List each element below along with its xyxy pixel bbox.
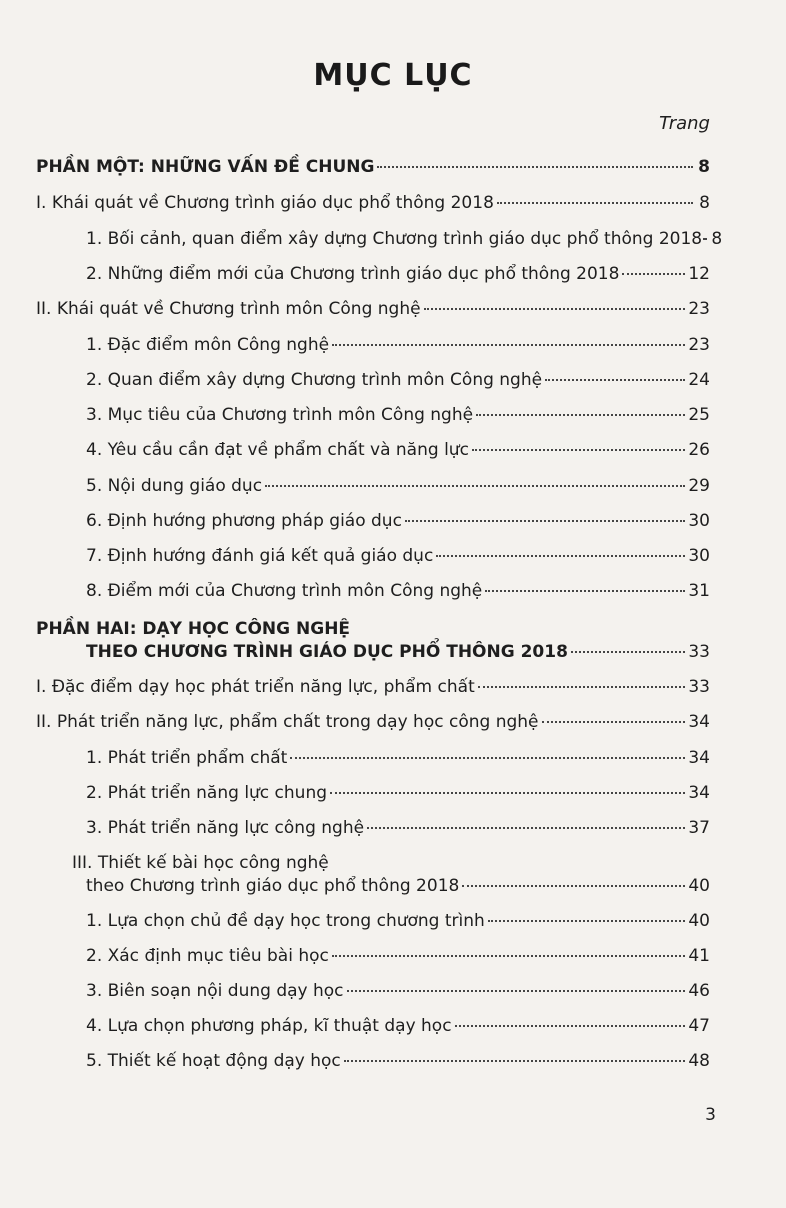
- toc-entry[interactable]: III. Thiết kế bài học công nghệ: [72, 853, 329, 873]
- toc-entry-page: 33: [688, 642, 710, 662]
- toc-entry-part-one[interactable]: [36, 155, 710, 179]
- leader-dots: [542, 721, 686, 723]
- toc-entry-part-two[interactable]: PHẦN HAI: DẠY HỌC CÔNG NGHỆ: [36, 619, 351, 639]
- toc-entry-page: 37: [688, 818, 710, 838]
- leader-dots: [571, 651, 685, 653]
- page-title: MỤC LỤC: [313, 58, 473, 93]
- leader-dots: [478, 686, 686, 688]
- leader-dots: [347, 990, 686, 992]
- toc-entry[interactable]: [86, 544, 710, 568]
- leader-dots: [290, 757, 685, 759]
- toc-entry-page: 46: [688, 981, 710, 1001]
- leader-dots: [405, 520, 685, 522]
- toc-entry[interactable]: [86, 909, 710, 933]
- toc-entry-label: THEO CHƯƠNG TRÌNH GIÁO DỤC PHỔ THÔNG 2018: [86, 642, 568, 662]
- leader-dots: [455, 1025, 686, 1027]
- toc-entry[interactable]: [86, 509, 710, 533]
- toc-entry-page: 34: [688, 783, 710, 803]
- toc-entry-label: 1. Phát triển phẩm chất: [86, 748, 288, 768]
- toc-entry[interactable]: [86, 403, 710, 427]
- toc-entry-page: 34: [688, 712, 710, 732]
- leader-dots: [332, 344, 685, 346]
- toc-entry[interactable]: [86, 262, 710, 286]
- toc-entry-page: 40: [688, 911, 710, 931]
- toc-entry-page: 34: [688, 748, 710, 768]
- toc-entry-page: 8: [699, 193, 710, 213]
- toc-entry-label: II. Khái quát về Chương trình môn Công nghệ: [36, 299, 421, 319]
- toc-entry[interactable]: [36, 710, 710, 734]
- toc-entry[interactable]: [86, 474, 710, 498]
- toc-entry-page: 33: [688, 677, 710, 697]
- toc-entry[interactable]: [86, 1014, 710, 1038]
- toc-entry[interactable]: [86, 944, 710, 968]
- toc-entry-label: 1. Bối cảnh, quan điểm xây dựng Chương trình giáo dục phổ thông 2018: [86, 229, 703, 249]
- leader-dots: [330, 792, 685, 794]
- toc-entry-page: 47: [688, 1016, 710, 1036]
- toc-entry-label: theo Chương trình giáo dục phổ thông 2018: [86, 876, 460, 896]
- toc-entry-page: 31: [688, 581, 710, 601]
- leader-dots: [497, 202, 693, 204]
- toc-entry-label: 1. Đặc điểm môn Công nghệ: [86, 335, 330, 355]
- page-column-label: Trang: [659, 113, 710, 134]
- toc-entry[interactable]: [86, 333, 710, 357]
- toc-entry-label: PHẦN MỘT: NHỮNG VẤN ĐỀ CHUNG: [36, 157, 375, 177]
- toc-entry-page: 23: [688, 335, 710, 355]
- toc-entry-page: 23: [688, 299, 710, 319]
- toc-entry-page: 25: [688, 405, 710, 425]
- toc-entry-label: I. Đặc điểm dạy học phát triển năng lực, phẩm chất: [36, 677, 475, 697]
- toc-entry-label: 3. Biên soạn nội dung dạy học: [86, 981, 344, 1001]
- toc-entry-part-two-cont[interactable]: [86, 640, 710, 664]
- leader-dots: [367, 827, 685, 829]
- toc-entry-page: 12: [688, 264, 710, 284]
- toc-entry-page: 24: [688, 370, 710, 390]
- toc-entry-page: 8: [711, 229, 723, 249]
- toc-entry-label: 4. Yêu cầu cần đạt về phẩm chất và năng lực: [86, 440, 469, 460]
- toc-entry-label: 6. Định hướng phương pháp giáo dục: [86, 511, 402, 531]
- toc-entry-page: 8: [698, 157, 710, 177]
- toc-entry-label: 2. Phát triển năng lực chung: [86, 783, 328, 803]
- toc-entry[interactable]: [86, 781, 710, 805]
- toc-entry[interactable]: [36, 297, 710, 321]
- toc-entry[interactable]: [86, 979, 710, 1003]
- toc-entry-label: 5. Thiết kế hoạt động dạy học: [86, 1051, 341, 1071]
- toc-entry-label: 8. Điểm mới của Chương trình môn Công nghệ: [86, 581, 483, 601]
- leader-dots: [344, 1060, 686, 1062]
- toc-entry[interactable]: [86, 816, 710, 840]
- leader-dots: [485, 590, 685, 592]
- toc-entry-label: 2. Quan điểm xây dựng Chương trình môn Công nghệ: [86, 370, 543, 390]
- leader-dots: [703, 238, 707, 240]
- toc-entry-label: 3. Mục tiêu của Chương trình môn Công nghệ: [86, 405, 474, 425]
- leader-dots: [488, 920, 686, 922]
- leader-dots: [377, 166, 693, 168]
- toc-entry-page: 30: [688, 511, 710, 531]
- toc-entry-label: 1. Lựa chọn chủ đề dạy học trong chương trình: [86, 911, 485, 931]
- toc-entry-label: I. Khái quát về Chương trình giáo dục phổ thông 2018: [36, 193, 494, 213]
- leader-dots: [332, 955, 685, 957]
- leader-dots: [265, 485, 685, 487]
- page-number: 3: [705, 1105, 716, 1125]
- toc-entry[interactable]: [86, 438, 710, 462]
- leader-dots: [436, 555, 685, 557]
- toc-entry-page: 41: [688, 946, 710, 966]
- leader-dots: [622, 273, 685, 275]
- toc-entry[interactable]: [86, 368, 710, 392]
- toc-entry-page: 30: [688, 546, 710, 566]
- toc-entry-page: 40: [688, 876, 710, 896]
- toc-entry-label: 2. Xác định mục tiêu bài học: [86, 946, 329, 966]
- leader-dots: [472, 449, 685, 451]
- toc-entry[interactable]: [86, 227, 723, 251]
- toc-entry[interactable]: [86, 1049, 710, 1073]
- toc-entry[interactable]: [36, 191, 710, 215]
- leader-dots: [545, 379, 685, 381]
- toc-entry-label: 5. Nội dung giáo dục: [86, 476, 263, 496]
- toc-entry-page: 26: [688, 440, 710, 460]
- leader-dots: [424, 308, 686, 310]
- toc-entry-label: 4. Lựa chọn phương pháp, kĩ thuật dạy học: [86, 1016, 452, 1036]
- toc-entry[interactable]: [36, 675, 710, 699]
- toc-entry[interactable]: [86, 579, 710, 603]
- toc-entry-page: 48: [688, 1051, 710, 1071]
- toc-entry-label: 3. Phát triển năng lực công nghệ: [86, 818, 365, 838]
- leader-dots: [462, 885, 685, 887]
- leader-dots: [476, 414, 685, 416]
- toc-entry[interactable]: [86, 874, 710, 898]
- toc-entry-page: 29: [688, 476, 710, 496]
- toc-entry-label: II. Phát triển năng lực, phẩm chất trong dạy học công nghệ: [36, 712, 539, 732]
- toc-entry[interactable]: [86, 746, 710, 770]
- toc-entry-label: 7. Định hướng đánh giá kết quả giáo dục: [86, 546, 434, 566]
- toc-entry-label: 2. Những điểm mới của Chương trình giáo dục phổ thông 2018: [86, 264, 620, 284]
